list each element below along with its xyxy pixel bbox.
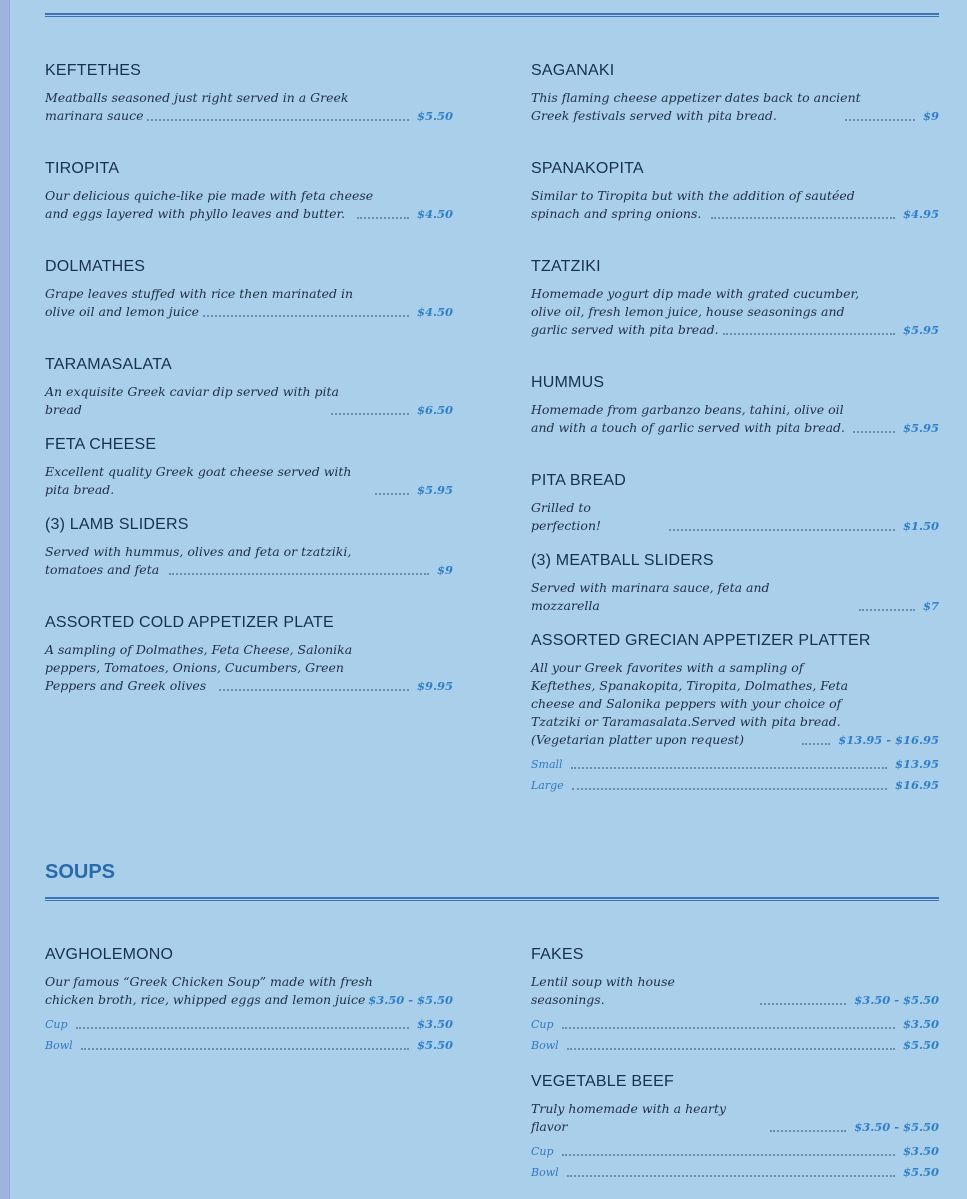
item-name: FAKES: [531, 946, 584, 963]
size-label: Small: [531, 758, 563, 771]
item-price: $7: [922, 599, 939, 613]
dot-leader: [76, 1027, 409, 1029]
size-option-small: [531, 755, 939, 774]
item-name: (3) LAMB SLIDERS: [45, 516, 189, 533]
item-name: ASSORTED GRECIAN APPETIZER PLATTER: [531, 632, 871, 649]
item-price: $5.50: [416, 109, 453, 123]
dot-leader: [203, 315, 409, 317]
item-description: Lentil soup with house seasonings.: [531, 974, 675, 1007]
item-price: $4.50: [416, 305, 453, 319]
item-name: HUMMUS: [531, 374, 605, 391]
menu-item-avgholemono: [45, 944, 453, 1055]
item-description: Served with hummus, olives and feta or tzatziki, tomatoes and feta: [45, 544, 352, 577]
item-price: $5.95: [902, 323, 939, 337]
item-description: A sampling of Dolmathes, Feta Cheese, Salonika peppers, Tomatoes, Onions, Cucumbers, Green Peppers and Greek olives: [45, 642, 353, 693]
size-label: Cup: [45, 1018, 68, 1031]
item-description: Our famous “Greek Chicken Soup” made with fresh chicken broth, rice, whipped eggs and lemon juice: [45, 974, 373, 1007]
menu-item-keftethes: [45, 60, 453, 125]
item-description: All your Greek favorites with a sampling of Keftethes, Spanakopita, Tiropita, Dolmathes, Feta cheese and Salonika peppers with your choice of Tzatziki or Taramasalata.Served with pita bread. (Vegetarian platter upon request): [531, 660, 849, 747]
dot-leader: [169, 573, 429, 575]
item-price: $5.95: [416, 483, 453, 497]
menu-item-pita-bread: [531, 470, 939, 535]
item-price: $9.95: [416, 679, 453, 693]
item-description: Served with marinara sauce, feta and mozzarella: [531, 580, 770, 613]
item-price-range: $3.50 - $5.50: [368, 993, 453, 1007]
menu-item-tiropita: [45, 158, 453, 223]
item-description: Similar to Tiropita but with the addition of sautéed spinach and spring onions.: [531, 188, 855, 221]
dot-leader: [770, 1130, 846, 1132]
dot-leader: [760, 1003, 846, 1005]
dot-leader: [375, 493, 409, 495]
size-price: $3.50: [902, 1144, 939, 1158]
size-option-bowl: [531, 1036, 939, 1055]
item-description: Excellent quality Greek goat cheese served with pita bread.: [45, 464, 352, 497]
item-price-range: $13.95 - $16.95: [838, 733, 939, 747]
item-description: An exquisite Greek caviar dip served with pita bread: [45, 384, 339, 417]
dot-leader: [711, 217, 895, 219]
item-name: ASSORTED COLD APPETIZER PLATE: [45, 614, 334, 631]
size-price: $13.95: [894, 757, 939, 771]
size-price: $5.50: [902, 1038, 939, 1052]
item-price-range: $3.50 - $5.50: [854, 993, 939, 1007]
item-name: DOLMATHES: [45, 258, 146, 275]
item-name: SAGANAKI: [531, 62, 615, 79]
size-price: $5.50: [416, 1038, 453, 1052]
item-price: $4.50: [416, 207, 453, 221]
menu-item-spanakopita: [531, 158, 939, 223]
dot-leader: [859, 609, 915, 611]
item-name: FETA CHEESE: [45, 436, 157, 453]
dot-leader: [669, 529, 895, 531]
menu-item-hummus: [531, 372, 939, 437]
dot-leader: [562, 1154, 895, 1156]
section-divider: [45, 13, 939, 17]
dot-leader: [219, 689, 409, 691]
menu-item-vegetable-beef: [531, 1071, 939, 1182]
size-option-large: [531, 776, 939, 795]
page-left-edge: [0, 0, 10, 1199]
item-name: (3) MEATBALL SLIDERS: [531, 552, 714, 569]
dot-leader: [562, 1027, 895, 1029]
dot-leader: [567, 1175, 895, 1177]
menu-item-grecian-appetizer-platter: [531, 630, 939, 795]
menu-item-feta-cheese: [45, 434, 453, 499]
size-option-cup: [531, 1015, 939, 1034]
item-price-range: $3.50 - $5.50: [854, 1120, 939, 1134]
item-price: $9: [436, 563, 453, 577]
item-description: This flaming cheese appetizer dates back to ancient Greek festivals served with pita bread.: [531, 90, 861, 123]
size-label: Bowl: [45, 1039, 73, 1052]
item-description: Homemade from garbanzo beans, tahini, olive oil and with a touch of garlic served with pita bread.: [531, 402, 846, 435]
menu-item-cold-appetizer-plate: [45, 612, 453, 695]
size-option-bowl: [531, 1163, 939, 1182]
item-price: $4.95: [902, 207, 939, 221]
item-description: Truly homemade with a hearty flavor: [531, 1101, 727, 1134]
item-description: Grape leaves stuffed with rice then marinated in olive oil and lemon juice: [45, 286, 354, 319]
size-label: Large: [531, 779, 564, 792]
item-price: $1.50: [902, 519, 939, 533]
size-price: $3.50: [416, 1017, 453, 1031]
dot-leader: [147, 119, 409, 121]
item-description: Homemade yogurt dip made with grated cucumber, olive oil, fresh lemon juice, house seasonings and garlic served with pita bread.: [531, 286, 860, 337]
menu-item-meatball-sliders: [531, 550, 939, 615]
size-label: Cup: [531, 1018, 554, 1031]
item-price: $9: [922, 109, 939, 123]
menu-item-tzatziki: [531, 256, 939, 339]
dot-leader: [572, 788, 887, 790]
size-label: Bowl: [531, 1166, 559, 1179]
size-label: Cup: [531, 1145, 554, 1158]
size-label: Bowl: [531, 1039, 559, 1052]
dot-leader: [331, 413, 409, 415]
item-price: $5.95: [902, 421, 939, 435]
item-name: VEGETABLE BEEF: [531, 1073, 674, 1090]
dot-leader: [571, 767, 887, 769]
item-name: TIROPITA: [45, 160, 120, 177]
menu-item-taramasalata: [45, 354, 453, 419]
item-description: Grilled to perfection!: [531, 500, 602, 533]
item-name: AVGHOLEMONO: [45, 946, 174, 963]
size-price: $16.95: [894, 778, 939, 792]
section-title-soups: SOUPS: [45, 861, 116, 883]
dot-leader: [853, 431, 895, 433]
size-price: $5.50: [902, 1165, 939, 1179]
dot-leader: [802, 743, 830, 745]
dot-leader: [723, 333, 895, 335]
size-option-cup: [531, 1142, 939, 1161]
item-name: PITA BREAD: [531, 472, 627, 489]
dot-leader: [845, 119, 915, 121]
menu-item-lamb-sliders: [45, 514, 453, 579]
dot-leader: [567, 1048, 895, 1050]
item-name: SPANAKOPITA: [531, 160, 644, 177]
menu-item-dolmathes: [45, 256, 453, 321]
item-description: Meatballs seasoned just right served in a Greek marinara sauce: [45, 90, 349, 123]
size-price: $3.50: [902, 1017, 939, 1031]
dot-leader: [357, 217, 409, 219]
item-description: Our delicious quiche-like pie made with feta cheese and eggs layered with phyllo leaves and butter.: [45, 188, 374, 221]
menu-item-saganaki: [531, 60, 939, 125]
item-name: TZATZIKI: [531, 258, 601, 275]
item-name: KEFTETHES: [45, 62, 142, 79]
item-price: $6.50: [416, 403, 453, 417]
section-divider: [45, 897, 939, 901]
size-option-cup: [45, 1015, 453, 1034]
size-option-bowl: [45, 1036, 453, 1055]
dot-leader: [81, 1048, 409, 1050]
item-name: TARAMASALATA: [45, 356, 172, 373]
menu-item-fakes: [531, 944, 939, 1055]
